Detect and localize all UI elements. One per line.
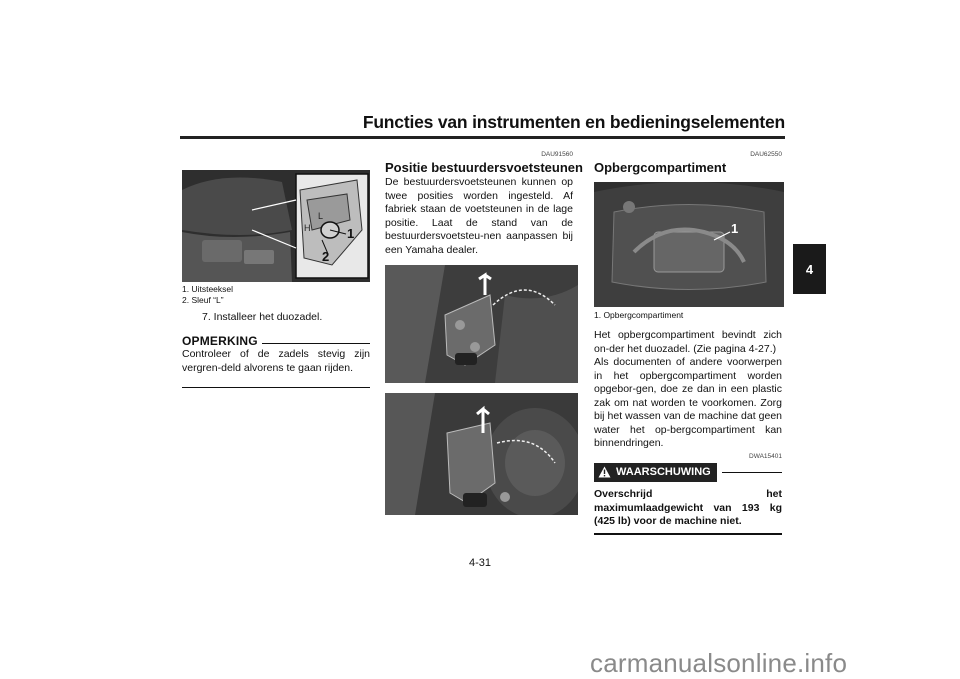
column-footrests — [385, 150, 583, 515]
caption-1: 1. Uitsteeksel — [182, 284, 234, 294]
storage-illustration — [594, 182, 784, 307]
callout-h: H — [304, 223, 311, 233]
seat-lock-illustration — [182, 170, 370, 282]
page-title: Functies van instrumenten en bedieningselementen — [362, 112, 785, 132]
section-text: De bestuurdersvoetsteunen kunnen op twee posities worden ingesteld. Af fabriek staan de voetsteunen in de lage positie. Laat de stand van de bestuurdersvoetsteu-nen aanpassen bij een Yamaha dealer. — [385, 176, 573, 256]
callout-1: 1 — [731, 221, 739, 236]
chapter-tab[interactable]: 4 — [793, 244, 826, 294]
callout-2: 2 — [322, 249, 330, 264]
note-header — [182, 335, 370, 349]
section-heading: Opbergcompartiment — [594, 160, 727, 175]
note-text: Controleer of de zadels stevig zijn vergren-deld alvorens te gaan rijden. — [182, 348, 370, 374]
warning-label: WAARSCHUWING — [616, 465, 711, 478]
footrest-photo-top — [385, 265, 578, 383]
warning-code: DWA15401 — [749, 452, 782, 460]
warning-rule — [722, 472, 782, 473]
warning-triangle-icon — [598, 466, 611, 478]
watermark: carmanualsonline.info — [590, 648, 848, 678]
footrest-illustration-bottom — [385, 393, 578, 515]
callout-1: 1 — [347, 226, 355, 241]
column-storage — [594, 150, 782, 535]
step-7: 7. Installeer het duozadel. — [202, 311, 323, 323]
storage-photo — [594, 182, 784, 307]
warning-header — [594, 463, 782, 483]
caption-2: 2. Sleuf “L” — [182, 295, 224, 305]
note-rule — [262, 343, 370, 344]
section-code: DAU91560 — [541, 151, 573, 158]
note-label: OPMERKING — [182, 333, 258, 348]
footrest-illustration-top — [385, 265, 578, 383]
storage-text-1: Het opbergcompartiment bevindt zich on-der het duozadel. (Zie pagina 4-27.) — [594, 329, 782, 355]
title-rule — [180, 136, 785, 139]
seat-lock-photo — [182, 170, 370, 282]
footrest-photo-bottom — [385, 393, 578, 515]
warning-end-rule — [594, 533, 782, 535]
page-number: 4-31 — [468, 557, 492, 569]
warning-badge — [594, 463, 717, 483]
storage-text-2: Als documenten of andere voorwerpen in het opbergcompartiment worden opgebor-gen, doe ze dan in een plastic zak om nat worden te voorkomen. Zorg bij het wassen van de machine dat geen water het op-bergcompartiment kan binnendringen. — [594, 356, 782, 449]
warning-text: Overschrijd het maximumlaadgewicht van 193 kg (425 lb) voor de machine niet. — [594, 488, 782, 527]
caption-storage: 1. Opbergcompartiment — [594, 310, 684, 320]
section-heading: Positie bestuurdersvoetsteunen — [385, 160, 583, 175]
note-end-rule — [182, 387, 370, 388]
callout-l: L — [318, 211, 324, 221]
section-code: DAU62550 — [750, 151, 782, 158]
